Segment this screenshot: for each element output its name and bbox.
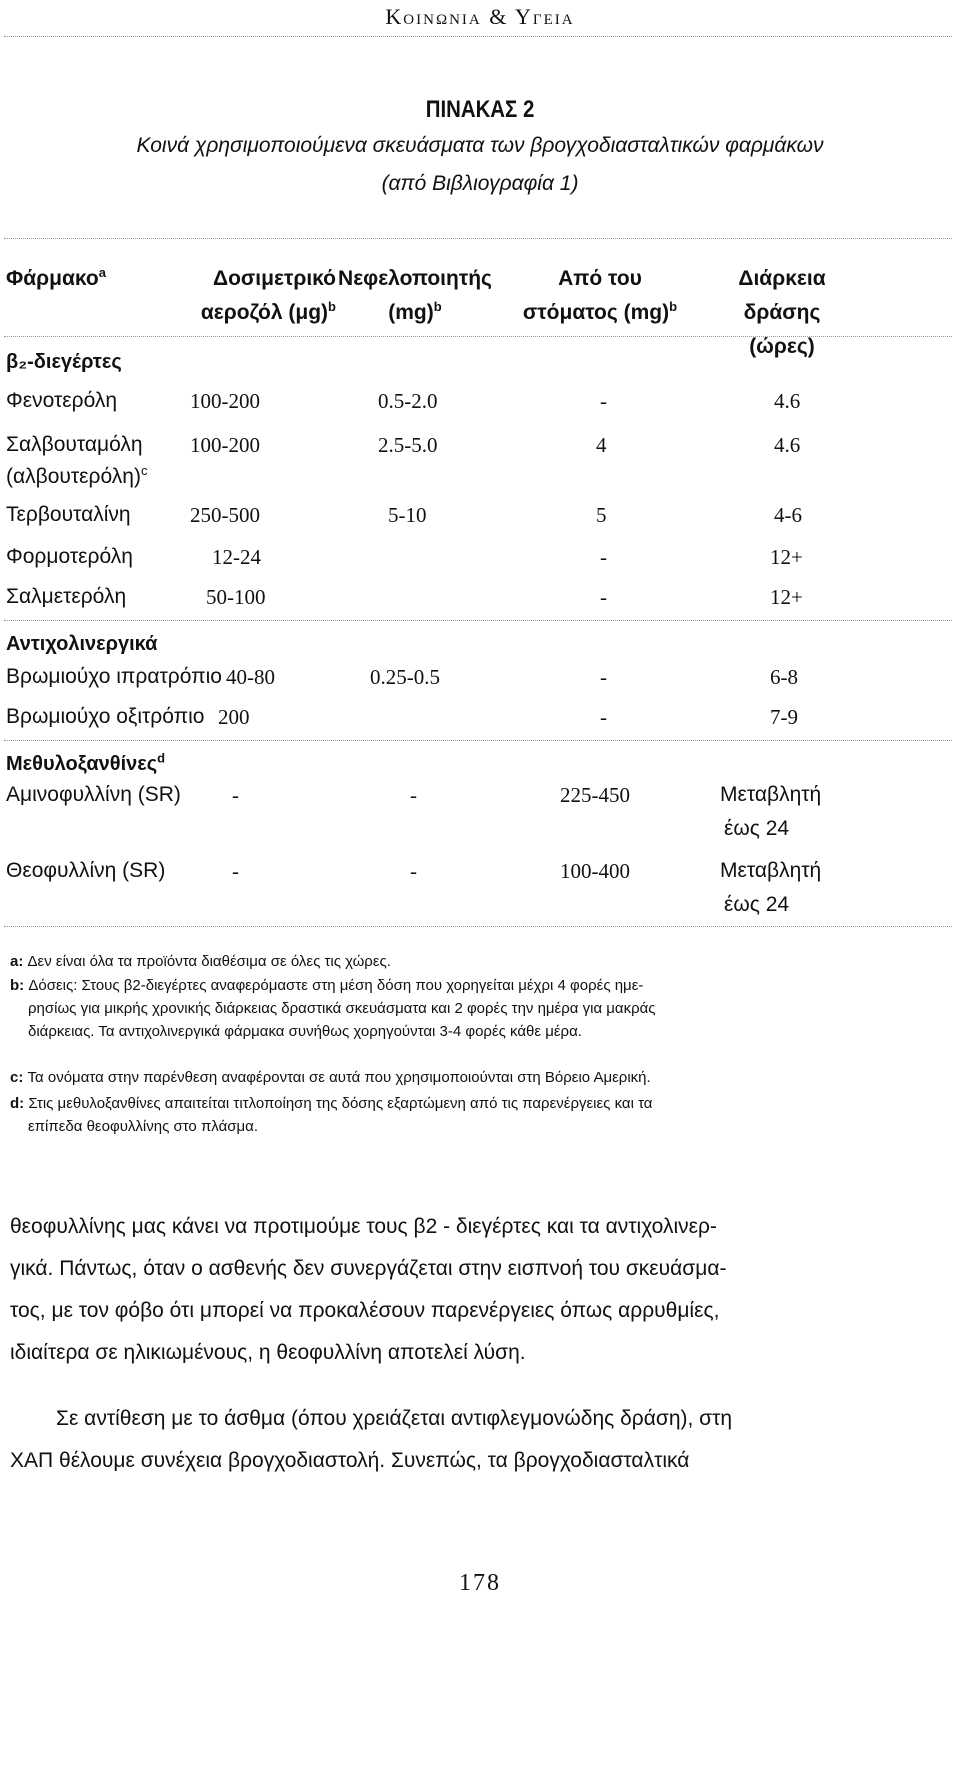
header-bottom-rule — [4, 336, 952, 337]
row-aminophylline-aerosol: - — [232, 783, 239, 807]
row-salmeterol-dur: 12+ — [770, 585, 803, 609]
page-number: 178 — [459, 1570, 501, 1596]
group-methylxanthines: Μεθυλοξανθίνες$^d$ — [6, 750, 166, 775]
row-formoterol-dur: 12+ — [770, 545, 803, 569]
row-aminophylline-dur-line2: έως 24 — [724, 817, 790, 840]
paragraph-1: θεοφυλλίνης μας κάνει να προτιμούμε τους β2 - διεγέρτες και τα αντιχολινερ- γικά. Πάντως, όταν ο ασθενής δεν συνεργάζεται στην εισπνοή του σκευάσμα- τος, με τον φόβο ότι μπορεί να προκαλέσουν παρενέργειες όπως αρρυθμίες, ιδιαίτερα σε ηλικιωμένους, η θεοφυλλίνη αποτελεί λύση. — [10, 1215, 727, 1364]
row-salbutamol-oral: 4 — [596, 433, 607, 457]
row-ipratropium-name: Βρωμιούχο ιπρατρόπιο — [6, 665, 222, 688]
row-aminophylline-dur-line1: Μεταβλητή — [720, 783, 822, 806]
group-beta2: β₂-διεγέρτες — [6, 351, 122, 373]
row-oxitropium-aerosol: 200 — [218, 705, 250, 729]
row-terbutaline-aerosol: 250-500 — [190, 503, 260, 527]
group-rule-1 — [4, 620, 952, 621]
row-ipratropium-neb: 0.25-0.5 — [370, 665, 440, 689]
row-fenoterol-aerosol: 100-200 — [190, 389, 260, 413]
row-ipratropium-aerosol: 40-80 — [226, 665, 275, 689]
row-aminophylline-name: Αμινοφυλλίνη (SR) — [6, 783, 181, 806]
row-formoterol-aerosol: 12-24 — [212, 545, 261, 569]
row-oxitropium-dur: 7-9 — [770, 705, 798, 729]
row-terbutaline-name: Τερβουταλίνη — [6, 503, 131, 526]
running-head: Κοινωνια & Υγεια — [385, 4, 575, 29]
row-terbutaline-oral: 5 — [596, 503, 607, 527]
header-rule — [4, 36, 952, 37]
row-oxitropium-oral: - — [600, 705, 607, 729]
table-bottom-rule — [4, 926, 952, 927]
row-theophylline-name: Θεοφυλλίνη (SR) — [6, 859, 166, 882]
row-salbutamol-neb: 2.5-5.0 — [378, 433, 438, 457]
row-formoterol-name: Φορμοτερόλη — [6, 545, 133, 568]
row-salbutamol-aerosol: 100-200 — [190, 433, 260, 457]
header-duration: Διάρκεια δράσης (ώρες) — [738, 267, 826, 358]
row-ipratropium-oral: - — [600, 665, 607, 689]
row-terbutaline-neb: 5-10 — [388, 503, 427, 527]
row-terbutaline-dur: 4-6 — [774, 503, 802, 527]
footnote-c: c: Τα ονόματα στην παρένθεση αναφέρονται σε αυτά που χρησιμοποιούνται στη Βόρειο Αμερική. — [10, 1069, 651, 1086]
header-aerosol: Δοσιμετρικό αεροζόλ $(\mu g)^b$ — [200, 267, 336, 324]
header-nebulizer: Νεφελοποιητής (mg)$^b$ — [338, 267, 492, 324]
row-theophylline-dur-line2: έως 24 — [724, 893, 790, 916]
row-theophylline-oral: 100-400 — [560, 859, 630, 883]
row-ipratropium-dur: 6-8 — [770, 665, 798, 689]
row-salmeterol-name: Σαλμετερόλη — [6, 585, 127, 608]
row-salmeterol-aerosol: 50-100 — [206, 585, 266, 609]
paragraph-2: Σε αντίθεση με το άσθμα (όπου χρειάζεται αντιφλεγμονώδης δράση), στη ΧΑΠ θέλουμε συνέχεια βρογχοδιαστολή. Συνεπώς, τα βρογχοδιασταλτικά — [10, 1407, 733, 1472]
row-aminophylline-neb: - — [410, 783, 417, 807]
footnote-b: b: Δόσεις: Στους β2-διεγέρτες αναφερόμαστε στη μέση δόση που χορηγείται μέχρι 4 φορές ημε- ρησίως για μικρής χρονικής διάρκειας δραστικά σκευάσματα και 2 φορές την ημέρα για μακράς διάρκειας. Τα αντιχολινεργικά φάρμακα συνήθως χορηγούνται 3-4 φορές κάθε μέρα. — [10, 977, 656, 1040]
row-theophylline-dur-line1: Μεταβλητή — [720, 859, 822, 882]
row-formoterol-oral: - — [600, 545, 607, 569]
footnote-d: d: Στις μεθυλοξανθίνες απαιτείται τιτλοποίηση της δόσης εξαρτώμενη από τις παρενέργειες και τα επίπεδα θεοφυλλίνης στο πλάσμα. — [10, 1095, 653, 1135]
row-aminophylline-oral: 225-450 — [560, 783, 630, 807]
table-top-rule — [4, 238, 952, 239]
row-fenoterol-neb: 0.5-2.0 — [378, 389, 438, 413]
row-fenoterol-oral: - — [600, 389, 607, 413]
row-salmeterol-oral: - — [600, 585, 607, 609]
row-salbutamol-name: Σαλβουταμόλη — [6, 433, 143, 456]
table-title: ΠΙΝΑΚΑΣ 2 — [425, 96, 535, 123]
table-caption-line1: Κοινά χρησιμοποιούμενα σκευάσματα των βρογχοδιασταλτικών φαρμάκων — [136, 134, 824, 157]
group-anticholinergic: Αντιχολινεργικά — [6, 633, 158, 655]
row-theophylline-aerosol: - — [232, 859, 239, 883]
row-salbutamol-dur: 4.6 — [774, 433, 801, 457]
row-theophylline-neb: - — [410, 859, 417, 883]
row-oxitropium-name: Βρωμιούχο οξιτρόπιο — [6, 705, 205, 728]
header-oral: Από του στόματος (mg)$^b$ — [522, 267, 678, 324]
group-rule-2 — [4, 740, 952, 741]
table-caption-line2: (από Βιβλιογραφία 1) — [381, 172, 579, 195]
row-fenoterol-name: Φενοτερόλη — [6, 389, 118, 412]
row-salbutamol-name2: $(\alpha\lambda\beta o\upsilon\tau\varepsilon\rho ό\lambda\eta)^c$ — [6, 463, 148, 488]
header-drug: Φάρμακο$^a$ — [6, 265, 106, 290]
row-fenoterol-dur: 4.6 — [774, 389, 801, 413]
footnote-a: a: Δεν είναι όλα τα προϊόντα διαθέσιμα σε όλες τις χώρες. — [10, 953, 391, 970]
